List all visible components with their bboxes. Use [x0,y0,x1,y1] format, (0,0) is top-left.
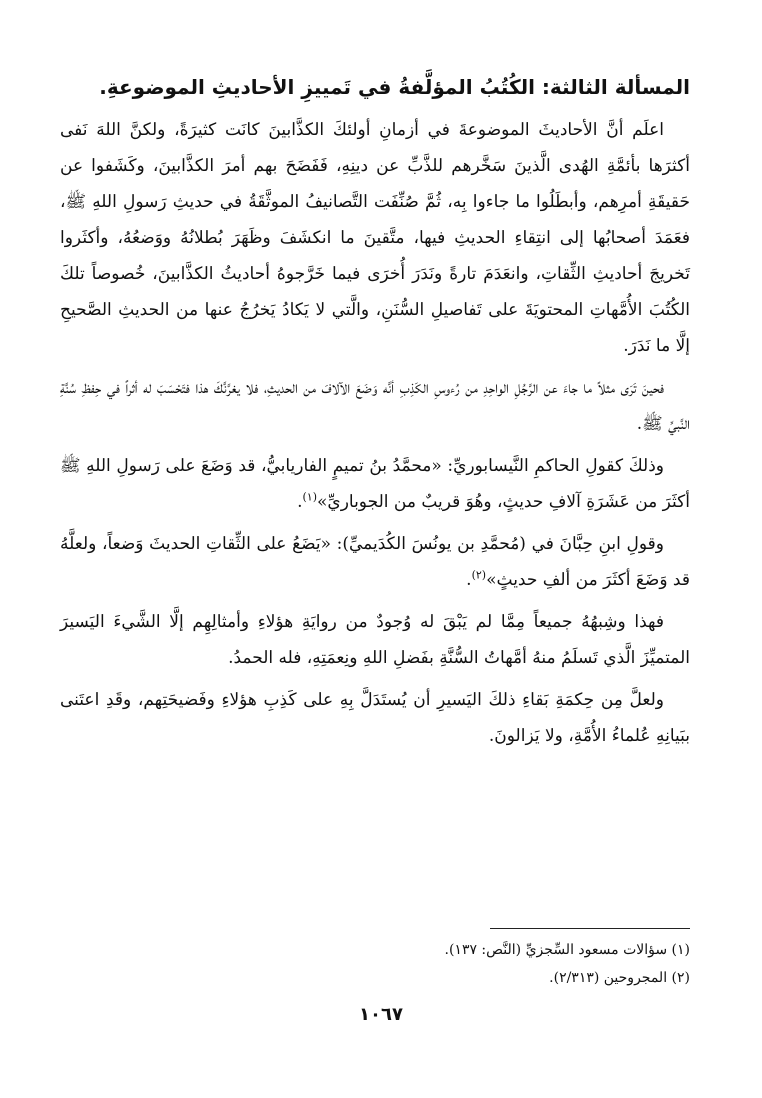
paragraph-4-end: . [466,570,472,590]
section-heading: المسألة الثالثة: الكُتُبُ المؤلَّفةُ في تَمييزِ الأحاديثِ الموضوعةِ. [99,75,690,99]
footnote-2: (٢) المجروحين (٢/٣١٣). [549,970,690,986]
page-body [60,70,690,760]
paragraph-1: اعلَم أنَّ الأحاديثَ الموضوعةَ في أزمانِ أولئكَ الكذَّابينَ كانَت كثيرَةً، ولكنَّ اللهَ نَفى أكثرَها بأئمَّةِ الهُدى الَّذينَ سَخَّرهم للذَّبِّ عن دينِهِ، فَفَضَحَ بهم أمرَ الكذَّابينَ، وكَشَفوا عن حَقيقَةِ أمرِهم، وأبطَلُوا ما جاءوا بِه، ثُمَّ صُنِّفَت التَّصانيفُ الموثَّقَةُ في حديثِ رَسولِ اللهِ ﷺ، فعَمَدَ أصحابُها إلى انتِقاءِ الحديثِ فيها، متَّقينَ ما انكشَفَ وظَهَرَ بُطلانُهُ ووَضعُهُ، وأكثَروا تَخريجَ أحاديثِ الثِّقاتِ، وانعَدَمَ تارةً ونَدَرَ أُخرَى فيما خَرَّجوهُ أحاديثُ الكذَّابينَ، خُصوصاً تلكَ الكُتُبَ الأُمَّهاتِ المحتويَةَ على تَفاصيلِ السُّنَنِ، والَّتي لا يَكادُ يَخرُجُ عنها من الحديثِ الصَّحيحِ إلَّا ما نَدَرَ. [60,120,690,356]
paragraph-4-text: وقولِ ابنِ حِبَّانَ في (مُحمَّدِ بن يونُسَ الكُدَيميِّ): «يَضَعُ على الثِّقاتِ الحديثَ وَضعاً، ولعلَّهُ قد وَضَعَ أكثَرَ من ألفِ حديثٍ» [60,534,690,590]
paragraph-6: ولعلَّ مِن حِكمَةِ بَقاءِ ذلكَ اليَسيرِ أن يُستَدَلَّ بِهِ على كَذِبِ هؤلاءِ وفَضيحَتِهم، وقَدِ اعتَنى ببَيانِهِ عُلماءُ الأُمَّةِ، ولا يَزالونَ. [60,690,690,746]
paragraph-2: فحينَ تَرَى مثلاً ما جاءَ عن الرَّجُلِ الواحِدِ من رُءوسِ الكَذِبِ أنَّه وَضَعَ الآلافَ من الحديثِ، فلا يغرَّنَّكَ هذا فتَحْسَبَ له أثراً في حِفظِ سُنَّةِ النَّبيِّ ﷺ. [60,378,690,434]
footnote-1: (١) سؤالات مسعود السِّجزيِّ (النَّص: ١٣٧). [444,942,690,958]
footnote-ref-1[interactable]: (١) [302,490,317,504]
footnote-divider [490,928,690,929]
paragraph-3 [60,448,690,520]
page-number: ١٠٦٧ [359,1004,403,1025]
paragraph-5: فهذا وشِبهُهُ جميعاً مِمَّا لم يَبْقَ له وُجودٌ من روايَةِ هؤلاءِ وأمثالِهِم إلَّا الشَّيءَ اليَسيرَ المتميِّزَ الَّذي تَسلَمُ منهُ أمَّهاتُ السُّنَّةِ بفَضلِ اللهِ ونِعمَتِهِ، فله الحمدُ. [60,612,690,668]
footnotes [60,936,690,992]
paragraph-3-text: وذلكَ كقولِ الحاكمِ النَّيسابوريِّ: «محمَّدُ بنُ تميمٍ الفاريابيُّ، قد وَضَعَ على رَسولِ اللهِ ﷺ أكثَرَ من عَشَرَةِ آلافِ حديثٍ، وهُوَ قريبٌ من الجوباريِّ» [60,456,690,512]
paragraph-3-end: . [297,492,303,512]
paragraph-4 [60,526,690,598]
footnote-ref-2[interactable]: (٢) [471,568,487,582]
